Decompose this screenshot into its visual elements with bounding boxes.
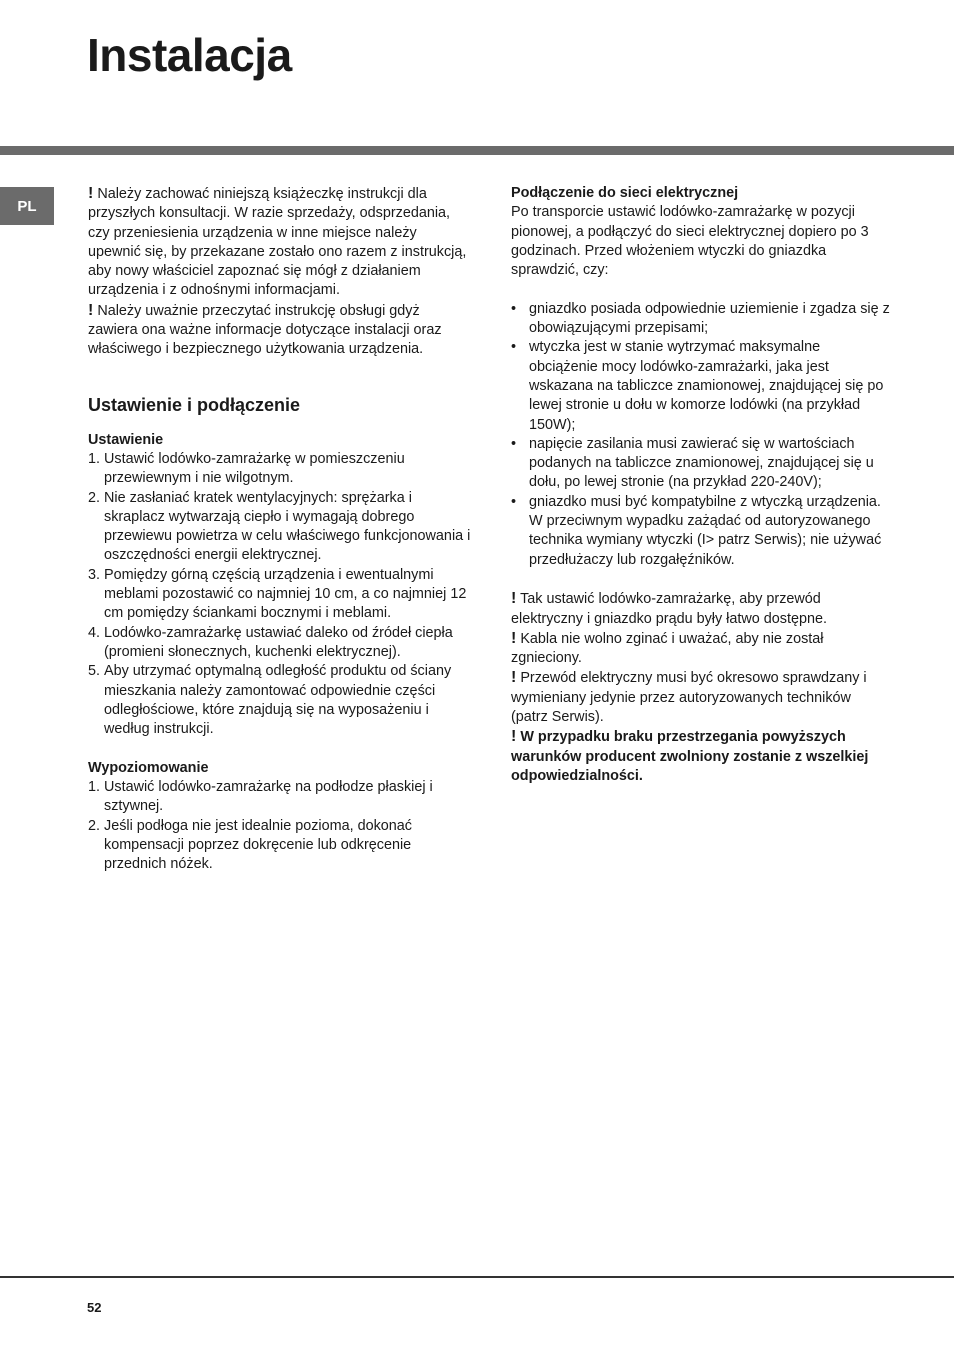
header-divider (0, 146, 954, 155)
warning-mark: ! (88, 301, 94, 319)
intro-paragraph (88, 184, 472, 301)
list-item (88, 662, 472, 739)
item-number: 1. (88, 450, 101, 467)
bullet: • (511, 339, 517, 356)
item-text: gniazdko posiada odpowiednie uziemienie i zgadza się z obowiązującymi przepisami; (529, 300, 890, 337)
list-item (88, 778, 472, 817)
subheading-electrical: Podłączenie do sieci elektrycznej (511, 185, 739, 201)
final-warning (511, 727, 891, 786)
warning-text: Przewód elektryczny musi być okresowo sprawdzany i wymieniany jedynie przez autoryzowanych techników (patrz Serwis). (511, 670, 867, 726)
item-number: 1. (88, 779, 101, 796)
warning-text: W przypadku braku przestrzegania powyższych warunków producent zwolniony zostanie z wszelkiej odpowiedzialności. (511, 729, 869, 784)
ustawienie-list (88, 450, 472, 739)
item-text: Ustawić lodówko-zamrażarkę na podłodze płaskiej i sztywnej. (104, 779, 433, 815)
item-number: 3. (88, 566, 101, 583)
bullet: • (511, 493, 517, 510)
intro-paragraph (88, 301, 472, 360)
item-text: Jeśli podłoga nie jest idealnie pozioma, dokonać kompensacji poprzez dokręcenie lub odkręcenie przednich nóżek. (104, 817, 413, 873)
item-text: Aby utrzymać optymalną odległość produktu od ściany mieszkania należy zamontować odpowiednie części odległościowe, które znajdują się na wyposażeniu i według instrukcji. (104, 663, 452, 738)
subheading-ustawienie: Ustawienie (88, 431, 164, 448)
item-text: Nie zasłaniać kratek wentylacyjnych: sprężarka i skraplacz wytwarzają ciepło i wymagają dobrego przewiewu powietrza w celu właściwego funkcjonowania i oszczędności energii elektrycznej. (104, 489, 471, 564)
bullet-followup: W przeciwnym wypadku zażądać od autoryzowanego technika wymiany wtyczki (I> patrz Serwis); nie używać przedłużaczy lub rozgałęźników. (529, 513, 882, 568)
item-number: 5. (88, 663, 101, 680)
list-item (88, 489, 472, 566)
list-item (88, 450, 472, 489)
spacer (511, 280, 891, 299)
check-list (511, 300, 891, 570)
item-number: 2. (88, 489, 101, 506)
subheading-wypoziomowanie: Wypoziomowanie (88, 759, 209, 776)
warning-paragraph (511, 668, 891, 727)
item-text: Lodówko-zamrażarkę ustawiać daleko od źródeł ciepła (promieni słonecznych, kuchenki elektrycznej). (104, 624, 453, 660)
page-number: 52 (87, 1300, 102, 1315)
footer-divider (0, 1276, 954, 1278)
list-item (511, 300, 891, 339)
list-item (88, 817, 472, 875)
warning-mark: ! (511, 629, 517, 647)
bullet: • (511, 300, 517, 317)
warning-mark: ! (88, 185, 94, 202)
warning-mark: ! (511, 590, 517, 608)
language-tab: PL (0, 187, 54, 225)
item-text: Pomiędzy górną częścią urządzenia i ewentualnymi meblami pozostawić co najmniej 10 cm, a co najmniej 12 cm pomiędzy ściankami bocznymi i meblami. (104, 566, 467, 622)
warning-mark: ! (511, 728, 517, 746)
electrical-intro: Po transporcie ustawić lodówko-zamrażarkę w pozycji pionowej, a podłączyć do sieci elektrycznej dopiero po 3 godzinach. Przed włożeniem wtyczki do gniazdka sprawdzić, czy: (511, 204, 869, 279)
item-text: wtyczka jest w stanie wytrzymać maksymalne obciążenie mocy lodówko-zamrażarki, jaka jest wskazana na tabliczce znamionowej, znajdującej się po lewej stronie u dołu w komorze lodówki (na przykład 150W); (529, 339, 884, 433)
item-text: Ustawić lodówko-zamrażarkę w pomieszczeniu przewiewnym i nie wilgotnym. (104, 450, 405, 487)
page-title: Instalacja (87, 29, 292, 81)
warning-paragraph (511, 629, 891, 669)
spacer (88, 739, 472, 758)
warning-text: Tak ustawić lodówko-zamrażarkę, aby przewód elektryczny i gniazdko prądu były łatwo dostępne. (511, 591, 827, 627)
left-column (88, 184, 472, 875)
warning-mark: ! (511, 669, 517, 687)
item-number: 2. (88, 817, 101, 834)
wypoziomowanie-list (88, 778, 472, 874)
right-column (511, 184, 891, 786)
spacer (511, 570, 891, 589)
bullet: • (511, 435, 517, 452)
warning-text: Kabla nie wolno zginać i uważać, aby nie został zgnieciony. (511, 630, 824, 667)
list-item (88, 624, 472, 663)
section-heading: Ustawienie i podłączenie (88, 394, 301, 415)
list-item (511, 493, 891, 570)
list-item (511, 435, 891, 493)
item-number: 4. (88, 624, 101, 641)
intro-text: Należy zachować niniejszą książeczkę instrukcji dla przyszłych konsultacji. W razie sprzedaży, odsprzedania, czy przeniesienia urządzenia w inne miejsce należy upewnić się, by przekazane zostało ono razem z instrukcją, aby nowy właściciel zapoznać się mógł z działaniem urządzenia i z odnośnymi informacjami. (88, 186, 467, 299)
warning-paragraph (511, 589, 891, 629)
intro-text: Należy uważnie przeczytać instrukcję obsługi gdyż zawiera ona ważne informacje dotyczące instalacji oraz właściwego i bezpiecznego użytkowania urządzenia. (88, 302, 442, 358)
item-text: napięcie zasilania musi zawierać się w wartościach podanych na tabliczce znamionowej, znajdującej się u dołu, po lewej stronie (na przykład 220-240V); (529, 435, 874, 491)
item-text (529, 493, 891, 570)
bullet-text: gniazdko musi być kompatybilne z wtyczką urządzenia. (529, 493, 881, 510)
list-item (511, 338, 891, 434)
list-item (88, 566, 472, 624)
